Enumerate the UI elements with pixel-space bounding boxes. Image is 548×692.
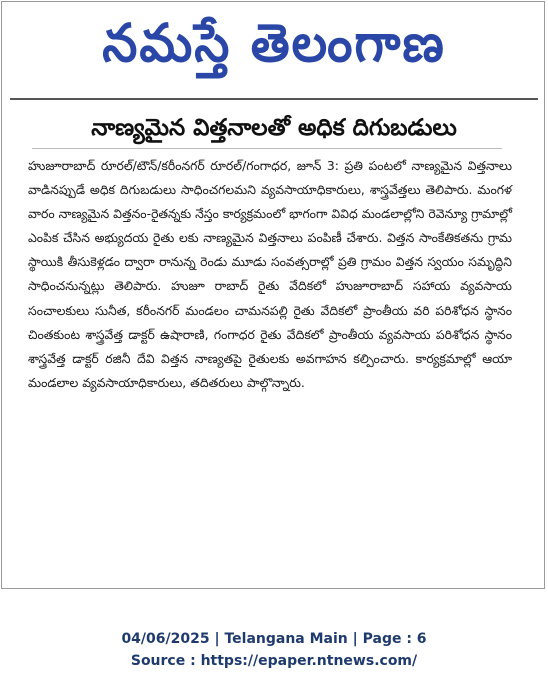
source-link[interactable]: Source : https://epaper.ntnews.com/	[130, 653, 418, 669]
masthead-logo: నమస్తే తెలంగాణ	[102, 12, 446, 74]
article-headline: నాణ్యమైన విత్తనాలతో అధిక దిగుబడులు	[91, 115, 457, 141]
article-body: హుజూరాబాద్ రూరల్/టౌన్/కరీంనగర్ రూరల్/గంగాధర, జూన్ 3: ప్రతి పంటలో నాణ్యమైన విత్తనాలు వాడినప్పుడే అధిక దిగుబడులు సాధించగలమని వ్యవసాయాధికారులు, శాస్త్రవేత్తలు తెలిపారు. మంగళ వారం నాణ్యమైన విత్తనం-రైతన్నకు నేస్తం కార్యక్రమంలో భాగంగా వివిధ మండలాల్లోని రెవెన్యూ గ్రామాల్లో ఎంపిక చేసిన అభ్యుదయ రైతు లకు నాణ్యమైన విత్తనాలు పంపిణీ చేశారు. విత్తన సాంకేతికతను గ్రామ స్థాయికి తీసుకెళ్లడం ద్వారా రానున్న రెండు మూడు సంవత్సరాల్లో ప్రతి గ్రామం విత్తన స్వయం సమృద్ధిని సాధించనున్నట్లు తెలిపారు. హుజూ రాబాద్ రైతు వేదికలో హుజూరాబాద్ సహాయ వ్యవసాయ సంచాలకులు సునీత, కరీంనగర్ మండలం చామనపల్లి రైతు వేదికలో ప్రాంతీయ వరి పరిశోధన స్థానం చింతకుంట శాస్త్రవేత్త డాక్టర్ ఉషారాణి, గంగాధర రైతు వేదికలో ప్రాంతీయ వ్యవసాయ పరిశోధన స్థానం శాస్త్రవేత్త డాక్టర్ రజినీ దేవి విత్తన నాణ్యతపై రైతులకు అవగాహన కల్పించారు. కార్యక్రమాల్లో ఆయా మండలాల వ్యవసాయాధికారులు, తదితరులు పాల్గొన్నారు.	[28, 158, 512, 390]
clipping-frame	[1, 1, 545, 589]
clipping-footer	[0, 628, 548, 672]
edition-info: 04/06/2025 | Telangana Main | Page : 6	[121, 631, 427, 647]
masthead-divider	[10, 98, 538, 100]
headline-divider	[32, 148, 502, 149]
newspaper-masthead	[2, 8, 546, 78]
